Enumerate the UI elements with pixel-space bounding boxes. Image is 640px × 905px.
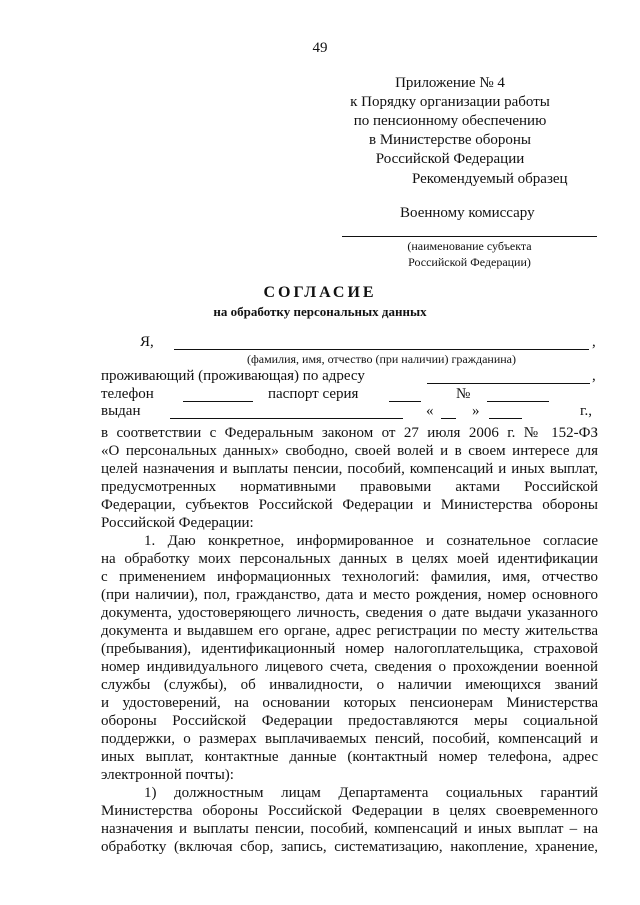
para1-line: документа, удостоверяющего личность, сведения о дате выдачи указанного <box>101 605 598 621</box>
para1-line: документа и выдавшем его органе, адрес регистрации по месту жительства <box>101 623 598 639</box>
issued-by-field-line[interactable] <box>170 418 403 419</box>
i-label: Я, <box>140 334 154 350</box>
address-label: проживающий (проживающая) по адресу <box>101 368 365 384</box>
phone-field-line[interactable] <box>183 401 253 402</box>
para1-line: иных выплат, контактные данные (контактный номер телефона, адрес <box>101 749 598 765</box>
appendix-line: к Порядку организации работы <box>350 94 550 110</box>
body-line: в соответствии с Федеральным законом от 27 июля 2006 г. № 152-ФЗ <box>101 425 598 441</box>
appendix-block <box>350 74 550 169</box>
caption-line: Российской Федерации) <box>408 255 531 269</box>
appendix-line: Российской Федерации <box>375 151 525 167</box>
fio-field-line[interactable] <box>174 349 589 350</box>
para2-line: 1) должностным лицам Департамента социальных гарантий <box>144 785 598 801</box>
issued-label: выдан <box>101 403 141 419</box>
year-suffix: г., <box>580 403 592 419</box>
body-line: Российской Федерации: <box>101 515 254 531</box>
para1-line: на обработку моих персональных данных в целях моей идентификации <box>101 551 598 567</box>
passport-number-field-line[interactable] <box>487 401 549 402</box>
para2-line: назначения и выплаты пенсии, пособий, компенсаций и иных выплат – на <box>101 821 598 837</box>
appendix-line: в Министерстве обороны <box>369 132 531 148</box>
para1-line: с применением информационных технологий: фамилия, имя, отчество <box>101 569 598 585</box>
para1-line: поддержки, о размерах выплачиваемых пенсий, пособий, компенсаций и <box>101 731 598 747</box>
appendix-line: Приложение № 4 <box>395 75 505 91</box>
document-subtitle: на обработку персональных данных <box>213 304 427 319</box>
body-line: «О персональных данных» свободно, своей волей и в своем интересе для <box>101 443 598 459</box>
fio-comma: , <box>592 334 596 350</box>
document-title: СОГЛАСИЕ <box>263 284 377 301</box>
para1-line: службы (службы), об инвалидности, о наличии имеющихся званий <box>101 677 598 693</box>
addressee-field-line[interactable] <box>342 236 597 237</box>
address-comma: , <box>592 368 596 384</box>
appendix-line: по пенсионному обеспечению <box>353 113 547 129</box>
quote-open: « <box>426 403 434 419</box>
body-line: целей назначения и выплаты пенсии, пособий, компенсаций и иных выплат, <box>101 461 598 477</box>
issue-month-field-line[interactable] <box>489 418 522 419</box>
body-line: предусмотренных нормативными правовыми актами Российской <box>101 479 598 495</box>
para2-line: Министерства обороны Российской Федерации в целях своевременного <box>101 803 598 819</box>
page-number: 49 <box>312 40 328 56</box>
passport-number-label: № <box>456 386 471 402</box>
recommended-sample-label: Рекомендуемый образец <box>412 171 568 187</box>
issue-day-field-line[interactable] <box>441 418 456 419</box>
caption-line: (наименование субъекта <box>407 239 532 253</box>
para1-line: электронной почты): <box>101 767 234 783</box>
para1-line: (при наличии), пол, гражданство, дата и место рождения, номер основного <box>101 587 598 603</box>
para2-line: обработку (включая сбор, запись, систематизацию, накопление, хранение, <box>101 839 598 855</box>
para1-line: обороны Российской Федерации предоставляются меры социальной <box>101 713 598 729</box>
para1-line: 1. Даю конкретное, информированное и сознательное согласие <box>144 533 598 549</box>
para1-line: (пребывания), идентификационный номер налогоплательщика, страховой <box>101 641 598 657</box>
passport-series-label: паспорт серия <box>268 386 359 402</box>
address-field-line[interactable] <box>427 383 590 384</box>
addressee-label: Военному комиссару <box>400 205 535 221</box>
fio-caption: (фамилия, имя, отчество (при наличии) гражданина) <box>246 352 516 366</box>
passport-series-field-line[interactable] <box>389 401 421 402</box>
addressee-caption <box>342 238 597 270</box>
para1-line: номер индивидуального лицевого счета, сведения о прохождении военной <box>101 659 598 675</box>
para1-line: и удостоверений, на основании которых пенсионерам Министерства <box>101 695 598 711</box>
phone-label: телефон <box>101 386 154 402</box>
body-line: Федерации, субъектов Российской Федерации и Министерства обороны <box>101 497 598 513</box>
quote-close: » <box>472 403 480 419</box>
